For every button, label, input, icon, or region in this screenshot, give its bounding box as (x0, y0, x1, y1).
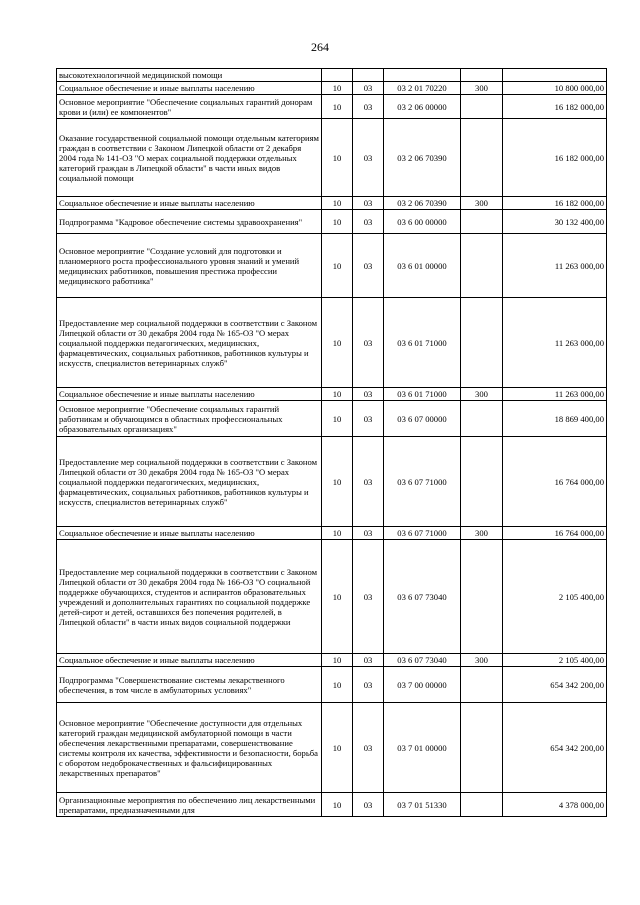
row-expense-kind: 300 (461, 527, 503, 540)
table-row (57, 703, 607, 793)
row-amount: 2 105 400,00 (503, 654, 607, 667)
row-subsection: 03 (353, 388, 384, 401)
row-name: высокотехнологичной медицинской помощи (57, 69, 322, 82)
table-row (57, 654, 607, 667)
table-row (57, 234, 607, 298)
row-expense-kind (461, 703, 503, 793)
row-target-code: 03 6 07 00000 (384, 401, 461, 437)
row-subsection (353, 69, 384, 82)
row-target-code: 03 6 01 00000 (384, 234, 461, 298)
table-row (57, 437, 607, 527)
page-number: 264 (311, 40, 329, 54)
budget-table-body (57, 69, 607, 817)
row-target-code: 03 7 01 51330 (384, 793, 461, 817)
row-subsection: 03 (353, 540, 384, 654)
row-section: 10 (322, 388, 353, 401)
row-name: Социальное обеспечение и иные выплаты населению (57, 82, 322, 95)
row-target-code: 03 2 06 70390 (384, 119, 461, 197)
row-target-code: 03 2 06 70390 (384, 197, 461, 210)
row-name: Основное мероприятие "Обеспечение социальных гарантий донорам крови и (или) ее компонентов" (57, 95, 322, 119)
row-section: 10 (322, 82, 353, 95)
row-amount: 10 800 000,00 (503, 82, 607, 95)
row-target-code: 03 6 07 71000 (384, 437, 461, 527)
row-target-code: 03 7 00 00000 (384, 667, 461, 703)
row-amount: 16 764 000,00 (503, 527, 607, 540)
row-amount: 4 378 000,00 (503, 793, 607, 817)
row-amount: 11 263 000,00 (503, 298, 607, 388)
row-section: 10 (322, 298, 353, 388)
row-amount: 11 263 000,00 (503, 234, 607, 298)
budget-table (56, 68, 607, 817)
row-target-code: 03 6 01 71000 (384, 298, 461, 388)
row-subsection: 03 (353, 703, 384, 793)
table-row (57, 667, 607, 703)
row-subsection: 03 (353, 667, 384, 703)
row-name: Подпрограмма "Совершенствование системы лекарственного обеспечения, в том числе в амбулаторных условиях" (57, 667, 322, 703)
table-row (57, 119, 607, 197)
table-row (57, 793, 607, 817)
row-target-code: 03 2 06 00000 (384, 95, 461, 119)
row-expense-kind (461, 298, 503, 388)
row-subsection: 03 (353, 234, 384, 298)
row-name: Предоставление мер социальной поддержки в соответствии с Законом Липецкой области от 30 декабря 2004 года № 165-ОЗ "О мерах социальной поддержки педагогических, медицинских, фармацевтических, социальных работников, работников культуры и искусств, специалистов ветеринарных служб" (57, 437, 322, 527)
row-name: Предоставление мер социальной поддержки в соответствии с Законом Липецкой области от 30 декабря 2004 года № 165-ОЗ "О мерах социальной поддержки педагогических, медицинских, фармацевтических, социальных работников, работников культуры и искусств, специалистов ветеринарных служб" (57, 298, 322, 388)
row-expense-kind (461, 667, 503, 703)
row-amount: 654 342 200,00 (503, 703, 607, 793)
row-name: Основное мероприятие "Обеспечение доступности для отдельных категорий граждан медицинской амбулаторной помощи в части обеспечения лекарственными препаратами, совершенствование системы контроля их качества, эффективности и безопасности, борьба с оборотом недоброкачественных и фальсифицированных лекарственных препаратов" (57, 703, 322, 793)
row-expense-kind (461, 95, 503, 119)
row-amount (503, 69, 607, 82)
row-target-code: 03 6 01 71000 (384, 388, 461, 401)
row-expense-kind (461, 234, 503, 298)
row-expense-kind (461, 540, 503, 654)
row-section: 10 (322, 119, 353, 197)
row-expense-kind (461, 69, 503, 82)
row-expense-kind: 300 (461, 82, 503, 95)
row-section: 10 (322, 703, 353, 793)
row-amount: 30 132 400,00 (503, 210, 607, 234)
row-section: 10 (322, 667, 353, 703)
row-subsection: 03 (353, 197, 384, 210)
table-row (57, 82, 607, 95)
row-subsection: 03 (353, 298, 384, 388)
row-section: 10 (322, 401, 353, 437)
row-section: 10 (322, 654, 353, 667)
row-target-code: 03 6 07 73040 (384, 654, 461, 667)
row-section: 10 (322, 793, 353, 817)
row-name: Основное мероприятие "Обеспечение социальных гарантий работникам и обучающимся в областных профессиональных образовательных организациях" (57, 401, 322, 437)
row-name: Подпрограмма "Кадровое обеспечение системы здравоохранения" (57, 210, 322, 234)
row-target-code: 03 6 00 00000 (384, 210, 461, 234)
row-expense-kind: 300 (461, 654, 503, 667)
row-subsection: 03 (353, 437, 384, 527)
row-section: 10 (322, 234, 353, 298)
table-row (57, 95, 607, 119)
row-expense-kind (461, 401, 503, 437)
row-section (322, 69, 353, 82)
row-name: Организационные мероприятия по обеспечению лиц лекарственными препаратами, предназначенными для (57, 793, 322, 817)
row-subsection: 03 (353, 654, 384, 667)
row-subsection: 03 (353, 401, 384, 437)
row-amount: 2 105 400,00 (503, 540, 607, 654)
row-amount: 18 869 400,00 (503, 401, 607, 437)
row-amount: 16 182 000,00 (503, 197, 607, 210)
row-section: 10 (322, 527, 353, 540)
row-subsection: 03 (353, 527, 384, 540)
row-expense-kind (461, 437, 503, 527)
row-subsection: 03 (353, 82, 384, 95)
table-row (57, 401, 607, 437)
row-subsection: 03 (353, 210, 384, 234)
row-name: Социальное обеспечение и иные выплаты населению (57, 197, 322, 210)
table-row (57, 527, 607, 540)
row-amount: 16 182 000,00 (503, 119, 607, 197)
table-row (57, 210, 607, 234)
table-row (57, 298, 607, 388)
row-section: 10 (322, 95, 353, 119)
table-row (57, 540, 607, 654)
row-subsection: 03 (353, 95, 384, 119)
row-expense-kind: 300 (461, 197, 503, 210)
row-target-code: 03 2 01 70220 (384, 82, 461, 95)
row-name: Социальное обеспечение и иные выплаты населению (57, 388, 322, 401)
row-name: Оказание государственной социальной помощи отдельным категориям граждан в соответствии с Законом Липецкой области от 2 декабря 2004 года № 141-ОЗ "О мерах социальной поддержки отдельных категорий граждан в Липецкой области" в части иных видов социальной помощи (57, 119, 322, 197)
table-row (57, 197, 607, 210)
table-row (57, 388, 607, 401)
row-target-code: 03 6 07 73040 (384, 540, 461, 654)
row-name: Социальное обеспечение и иные выплаты населению (57, 527, 322, 540)
row-subsection: 03 (353, 793, 384, 817)
row-expense-kind (461, 793, 503, 817)
row-expense-kind: 300 (461, 388, 503, 401)
row-section: 10 (322, 197, 353, 210)
row-section: 10 (322, 210, 353, 234)
row-name: Социальное обеспечение и иные выплаты населению (57, 654, 322, 667)
row-name: Предоставление мер социальной поддержки в соответствии с Законом Липецкой области от 30 декабря 2004 года № 166-ОЗ "О социальной поддержке обучающихся, студентов и аспирантов образовательных учреждений и дополнительных гарантиях по социальной поддержке детей-сирот и детей, оставшихся без попечения родителей, в Липецкой области" в части иных видов социальной поддержки (57, 540, 322, 654)
row-amount: 654 342 200,00 (503, 667, 607, 703)
row-amount: 16 182 000,00 (503, 95, 607, 119)
row-section: 10 (322, 437, 353, 527)
row-name: Основное мероприятие "Создание условий для подготовки и планомерного роста профессионального уровня знаний и умений медицинских работников, повышения престижа профессии медицинского работника" (57, 234, 322, 298)
row-target-code (384, 69, 461, 82)
row-amount: 11 263 000,00 (503, 388, 607, 401)
row-subsection: 03 (353, 119, 384, 197)
row-expense-kind (461, 210, 503, 234)
row-target-code: 03 7 01 00000 (384, 703, 461, 793)
row-expense-kind (461, 119, 503, 197)
table-row (57, 69, 607, 82)
row-target-code: 03 6 07 71000 (384, 527, 461, 540)
row-amount: 16 764 000,00 (503, 437, 607, 527)
row-section: 10 (322, 540, 353, 654)
